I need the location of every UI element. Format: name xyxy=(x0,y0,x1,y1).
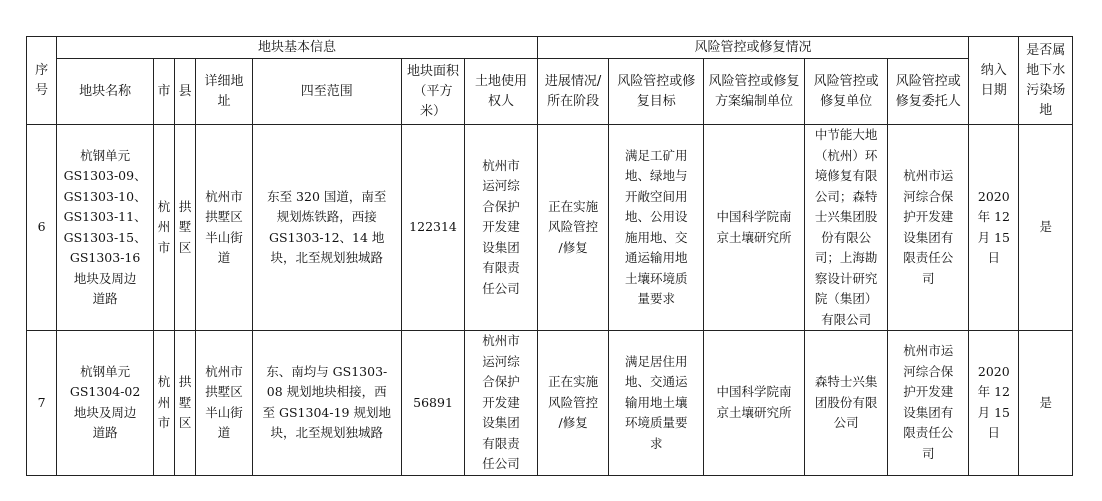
header-owner: 土地使用 权人 xyxy=(465,59,538,125)
header-plan-unit: 风险管控或修复 方案编制单位 xyxy=(704,59,805,125)
row-owner: 杭州市 运河综 合保护 开发建 设集团 有限责 任公司 xyxy=(465,125,538,331)
row-goal: 满足工矿用 地、绿地与 开敞空间用 地、公用设 施用地、交 通运输用地 土壤环境质 量要求 xyxy=(609,125,704,331)
row-client: 杭州市运 河综合保 护开发建 设集团有 限责任公 司 xyxy=(888,331,969,476)
row-client: 杭州市运 河综合保 护开发建 设集团有 限责任公 司 xyxy=(888,125,969,331)
row-boundary: 东至 320 国道，南至 规划炼铁路，西接 GS1303-12、14 地 块，北至规划独城路 xyxy=(252,125,401,331)
header-seq: 序 号 xyxy=(27,37,57,125)
row-owner: 杭州市 运河综 合保护 开发建 设集团 有限责 任公司 xyxy=(465,331,538,476)
row-seq: 6 xyxy=(27,125,57,331)
row-date: 2020 年 12 月 15 日 xyxy=(969,331,1019,476)
header-boundary: 四至范围 xyxy=(252,59,401,125)
row-executor: 中节能大地 （杭州）环 境修复有限 公司；森特 士兴集团股 份有限公 司；上海勘 察设计研究 院（集团） 有限公司 xyxy=(804,125,888,331)
row-progress: 正在实施 风险管控 /修复 xyxy=(537,125,609,331)
row-boundary: 东、南均与 GS1303- 08 规划地块相接，西 至 GS1304-19 规划地 块，北至规划独城路 xyxy=(252,331,401,476)
row-plan-unit: 中国科学院南 京土壤研究所 xyxy=(704,331,805,476)
header-city: 市 xyxy=(153,59,174,125)
land-parcel-table xyxy=(26,36,1073,476)
row-parcel-name: 杭钢单元 GS1303-09、 GS1303-10、 GS1303-11、 GS1303-15、 GS1303-16 地块及周边 道路 xyxy=(57,125,154,331)
row-city: 杭 州 市 xyxy=(153,331,174,476)
header-goal: 风险管控或修 复目标 xyxy=(609,59,704,125)
row-groundwater: 是 xyxy=(1019,125,1073,331)
row-date: 2020 年 12 月 15 日 xyxy=(969,125,1019,331)
header-progress: 进展情况/ 所在阶段 xyxy=(537,59,609,125)
table-row xyxy=(27,125,1073,331)
header-client: 风险管控或 修复委托人 xyxy=(888,59,969,125)
row-parcel-name: 杭钢单元 GS1304-02 地块及周边 道路 xyxy=(57,331,154,476)
row-groundwater: 是 xyxy=(1019,331,1073,476)
table-row xyxy=(27,331,1073,476)
header-risk-control: 风险管控或修复情况 xyxy=(537,37,968,59)
header-executor: 风险管控或 修复单位 xyxy=(804,59,888,125)
header-groundwater: 是否属 地下水 污染场 地 xyxy=(1019,37,1073,125)
row-goal: 满足居住用 地、交通运 输用地土壤 环境质量要 求 xyxy=(609,331,704,476)
row-city: 杭 州 市 xyxy=(153,125,174,331)
header-area: 地块面积 （平方 米） xyxy=(401,59,464,125)
row-county: 拱 墅 区 xyxy=(175,125,196,331)
header-address: 详细地 址 xyxy=(196,59,252,125)
row-seq: 7 xyxy=(27,331,57,476)
header-parcel-name: 地块名称 xyxy=(57,59,154,125)
row-executor: 森特士兴集 团股份有限 公司 xyxy=(804,331,888,476)
row-county: 拱 墅 区 xyxy=(175,331,196,476)
row-address: 杭州市 拱墅区 半山街 道 xyxy=(196,125,252,331)
row-area: 56891 xyxy=(401,331,464,476)
row-progress: 正在实施 风险管控 /修复 xyxy=(537,331,609,476)
row-plan-unit: 中国科学院南 京土壤研究所 xyxy=(704,125,805,331)
row-address: 杭州市 拱墅区 半山街 道 xyxy=(196,331,252,476)
row-area: 122314 xyxy=(401,125,464,331)
header-row-columns xyxy=(27,59,1073,125)
header-basic-info: 地块基本信息 xyxy=(57,37,538,59)
header-date: 纳入 日期 xyxy=(969,37,1019,125)
header-county: 县 xyxy=(175,59,196,125)
header-row-group xyxy=(27,37,1073,59)
